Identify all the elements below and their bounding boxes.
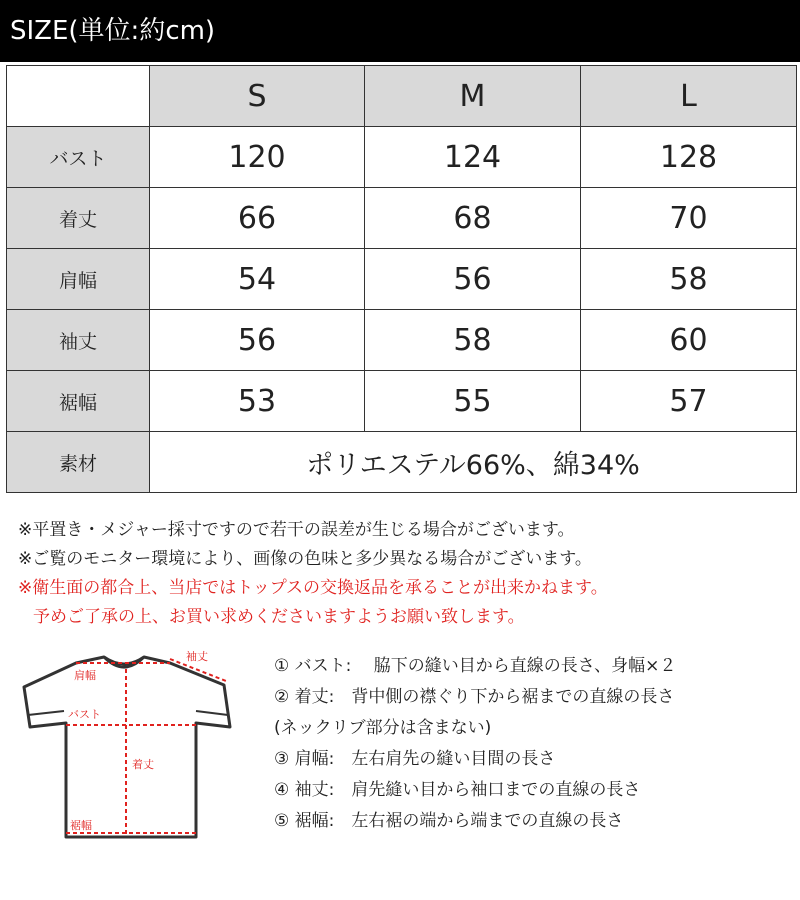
row-label-length: 着丈	[7, 188, 150, 249]
table-row	[7, 371, 797, 432]
size-header-m: M	[365, 66, 581, 127]
table-cell: 56	[365, 249, 581, 310]
legend-item: ① バスト: 脇下の縫い目から直線の長さ、身幅×２	[274, 656, 677, 676]
note-line: ※平置き・メジャー採寸ですので若干の誤差が生じる場合がございます。	[18, 520, 575, 540]
bust-label: バスト	[68, 708, 101, 721]
table-row	[7, 127, 797, 188]
legend-item: (ネックリブ部分は含まない)	[274, 718, 492, 738]
legend-item: ③ 肩幅: 左右肩先の縫い目間の長さ	[274, 749, 556, 769]
table-cell: 68	[365, 188, 581, 249]
row-label-hem: 裾幅	[7, 371, 150, 432]
measurement-legend	[274, 651, 676, 837]
tshirt-measurement-diagram	[20, 645, 240, 845]
note-line: ※ご覧のモニター環境により、画像の色味と多少異なる場合がございます。	[18, 549, 592, 569]
table-cell: 66	[150, 188, 365, 249]
material-value: ポリエステル66%、綿34%	[150, 432, 797, 493]
legend-item: ④ 袖丈: 肩先縫い目から袖口までの直線の長さ	[274, 780, 641, 800]
table-cell: 120	[150, 127, 365, 188]
legend-item: ⑤ 裾幅: 左右裾の端から端までの直線の長さ	[274, 811, 624, 831]
table-cell: 54	[150, 249, 365, 310]
table-row	[7, 188, 797, 249]
length-label: 着丈	[132, 758, 154, 771]
table-row	[7, 310, 797, 371]
table-header-row	[7, 66, 797, 127]
table-row-material	[7, 432, 797, 493]
page-title: SIZE(単位:約cm)	[0, 0, 800, 62]
notes	[18, 516, 608, 632]
table-cell: 58	[365, 310, 581, 371]
hem-label: 裾幅	[70, 819, 92, 832]
row-label-sleeve: 袖丈	[7, 310, 150, 371]
size-table	[6, 65, 797, 493]
note-line-warning: 予めご了承の上、お買い求めくださいますようお願い致します。	[33, 607, 525, 627]
table-cell: 53	[150, 371, 365, 432]
row-label-material: 素材	[7, 432, 150, 493]
table-cell: 60	[581, 310, 797, 371]
legend-item: ② 着丈: 背中側の襟ぐり下から裾までの直線の長さ	[274, 687, 675, 707]
table-cell: 56	[150, 310, 365, 371]
table-cell: 57	[581, 371, 797, 432]
table-cell: 128	[581, 127, 797, 188]
table-cell: 58	[581, 249, 797, 310]
sleeve-label: 袖丈	[186, 650, 208, 663]
row-label-bust: バスト	[7, 127, 150, 188]
size-header-l: L	[581, 66, 797, 127]
header-blank-cell	[7, 66, 150, 127]
note-line-warning: ※衛生面の都合上、当店ではトップスの交換返品を承ることが出来かねます。	[18, 578, 608, 598]
table-row	[7, 249, 797, 310]
size-header-s: S	[150, 66, 365, 127]
table-cell: 124	[365, 127, 581, 188]
table-cell: 55	[365, 371, 581, 432]
shoulder-label: 肩幅	[74, 669, 96, 682]
table-cell: 70	[581, 188, 797, 249]
row-label-shoulder: 肩幅	[7, 249, 150, 310]
